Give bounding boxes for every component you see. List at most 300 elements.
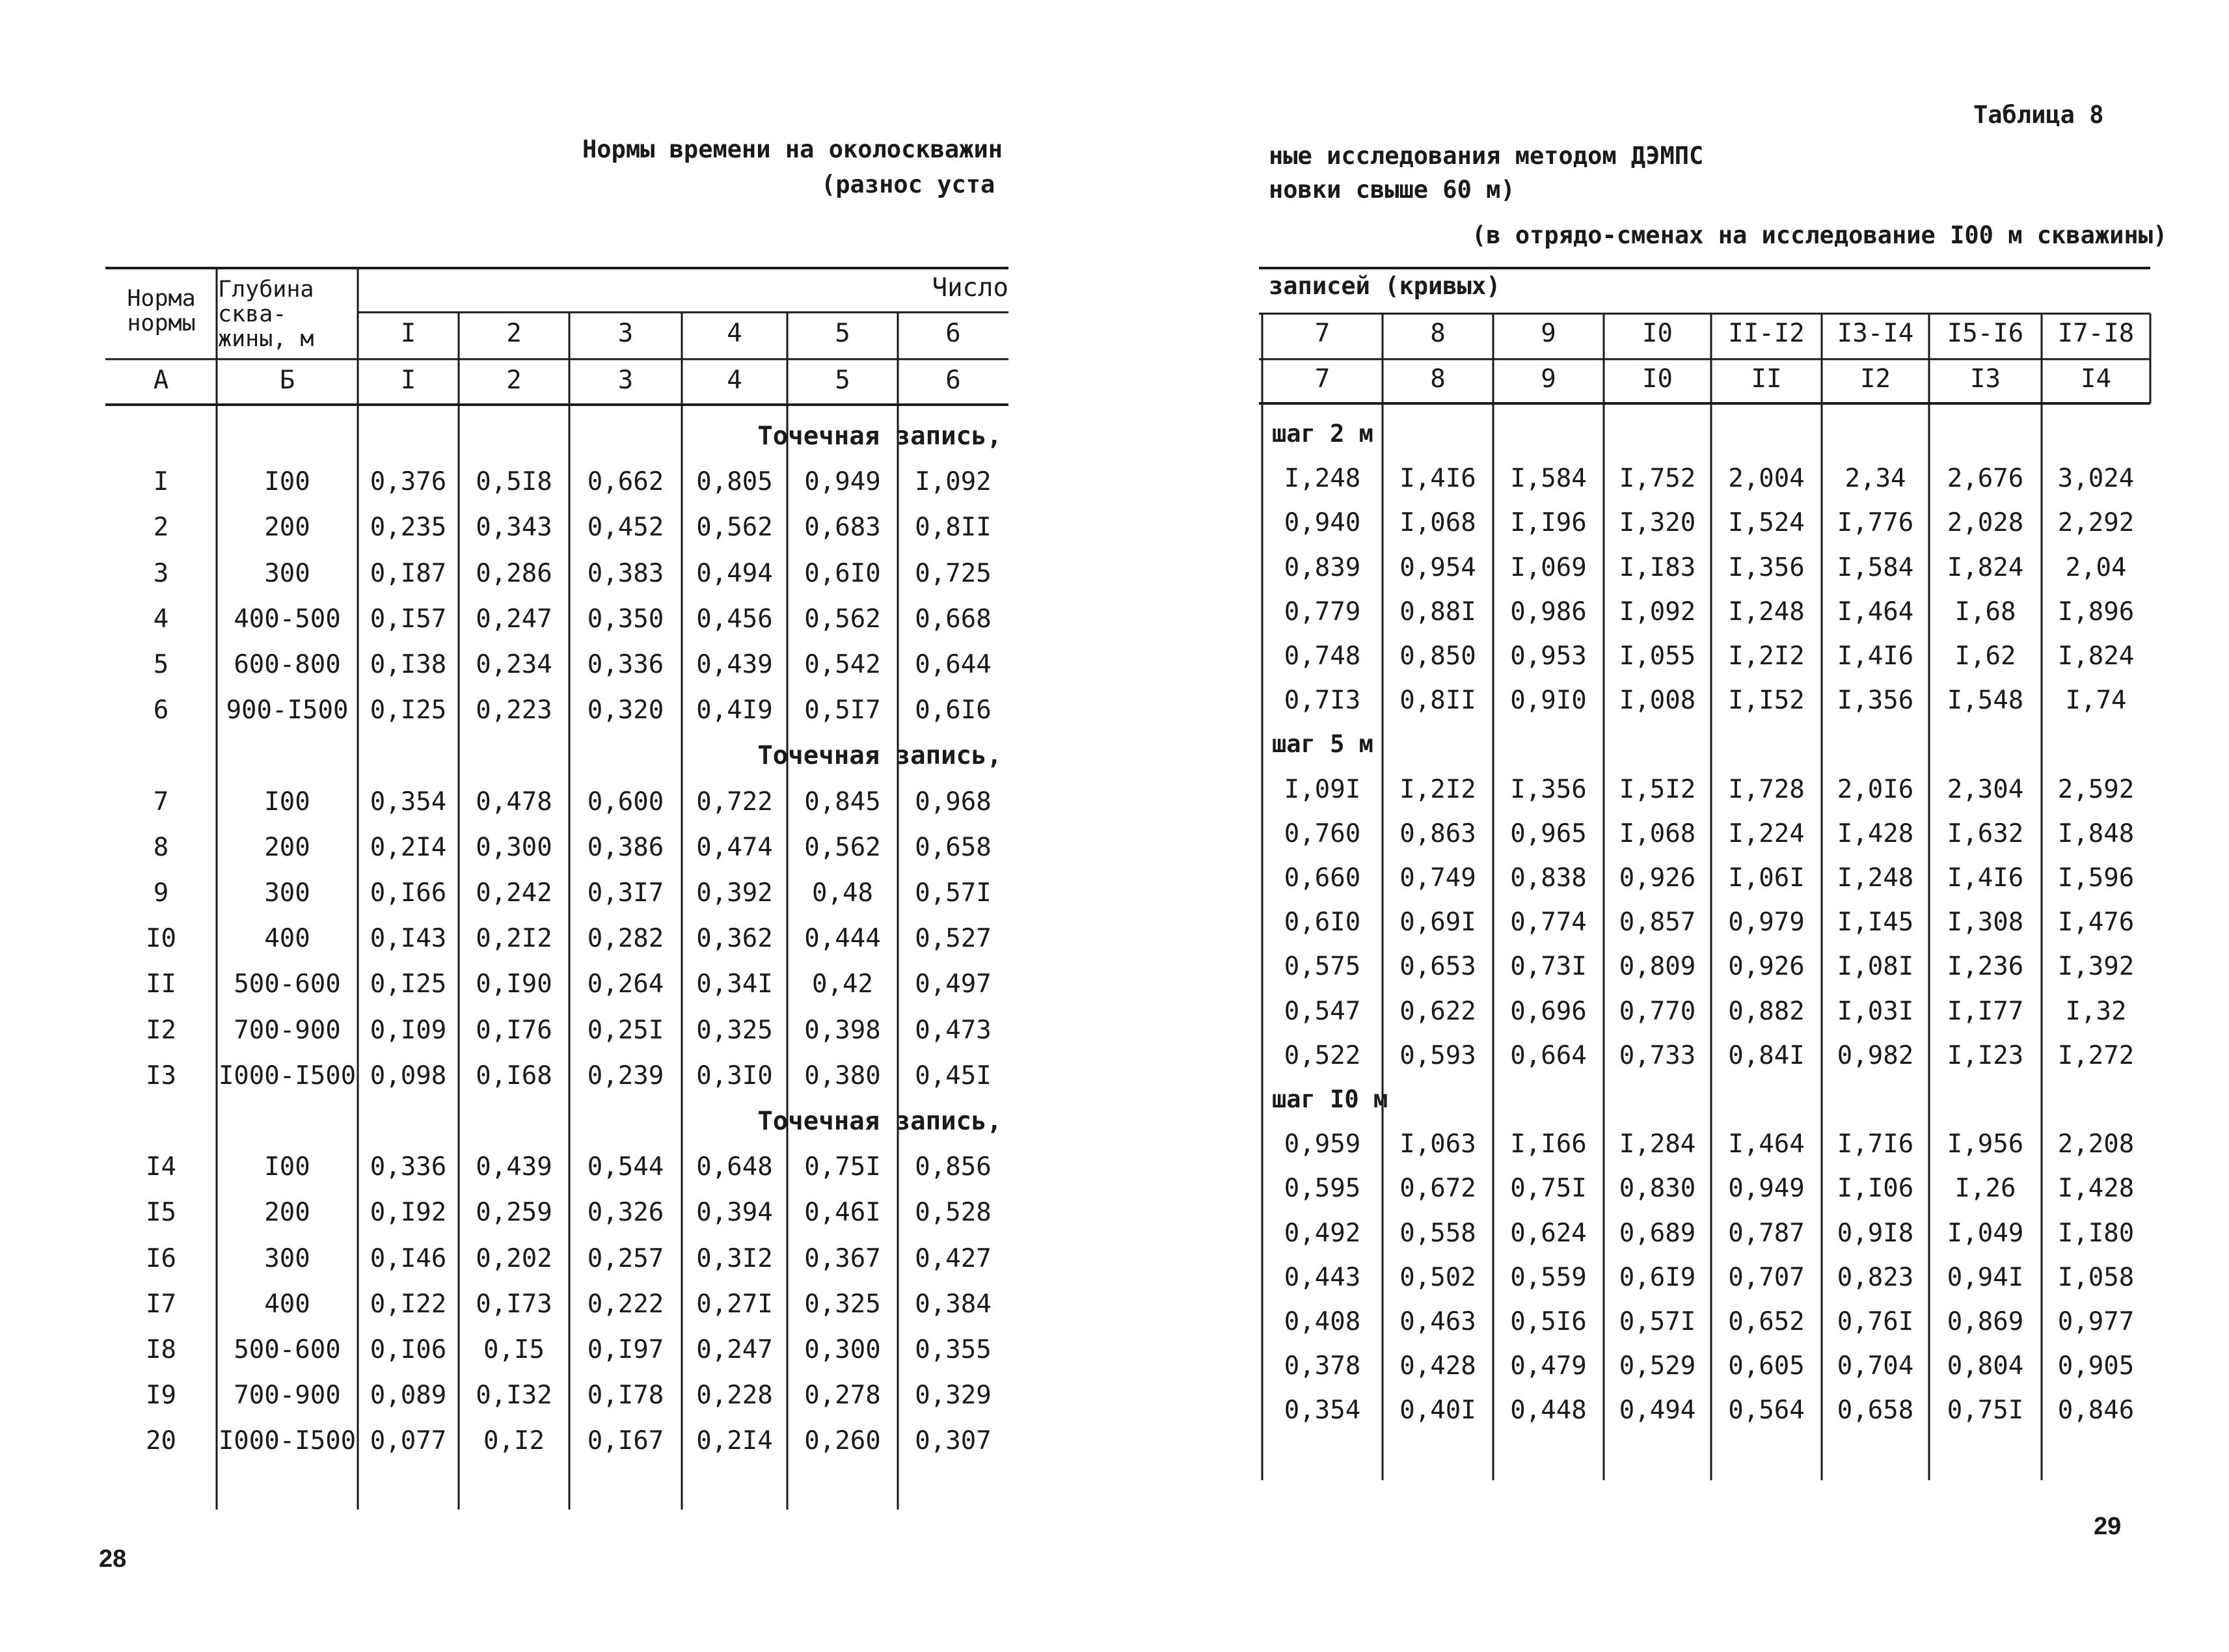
index-col-15: I3 bbox=[1970, 364, 2001, 394]
time-value: 0,544 bbox=[587, 1152, 664, 1182]
time-value: I,428 bbox=[2057, 1174, 2135, 1204]
time-value: 0,683 bbox=[804, 513, 881, 543]
time-value: 0,2I4 bbox=[370, 832, 447, 862]
right-page-number: 29 bbox=[2094, 1513, 2122, 1540]
time-value: 0,760 bbox=[1284, 819, 1361, 848]
time-value: 0,7I3 bbox=[1284, 686, 1361, 716]
header-group-count: Число bbox=[932, 273, 1008, 303]
time-value: 0,I32 bbox=[476, 1381, 552, 1411]
time-value: 0,336 bbox=[587, 650, 664, 679]
time-value: 0,479 bbox=[1510, 1351, 1587, 1381]
time-value: 0,452 bbox=[587, 513, 664, 543]
left-page-number: 28 bbox=[99, 1545, 127, 1573]
time-value: 0,605 bbox=[1728, 1351, 1805, 1381]
time-value: 0,5I6 bbox=[1510, 1307, 1587, 1336]
well-depth: 300 bbox=[264, 1243, 310, 1273]
time-value: 0,644 bbox=[915, 650, 992, 679]
time-value: 0,I67 bbox=[587, 1426, 664, 1456]
time-value: 0,953 bbox=[1510, 642, 1587, 671]
time-value: I,356 bbox=[1728, 552, 1805, 582]
time-value: 0,787 bbox=[1728, 1218, 1805, 1248]
time-value: 2,304 bbox=[1947, 774, 2024, 804]
time-value: 0,528 bbox=[915, 1198, 992, 1228]
index-col-9: 7 bbox=[1314, 364, 1331, 394]
well-depth: 900-I500 bbox=[226, 696, 349, 725]
time-value: 0,I06 bbox=[370, 1335, 447, 1364]
time-value: 0,336 bbox=[370, 1152, 447, 1182]
well-depth: 700-900 bbox=[234, 1015, 341, 1045]
norm-number: I8 bbox=[146, 1335, 176, 1364]
time-value: 0,439 bbox=[476, 1152, 552, 1182]
time-value: I,356 bbox=[1510, 774, 1587, 804]
time-value: I,03I bbox=[1837, 996, 1914, 1026]
time-value: 0,282 bbox=[587, 924, 664, 954]
subheader-col-1: I bbox=[400, 319, 416, 348]
time-value: 0,354 bbox=[370, 787, 447, 817]
time-value: 0,6I0 bbox=[1284, 908, 1361, 938]
time-value: 0,I46 bbox=[370, 1243, 447, 1273]
time-value: I,476 bbox=[2057, 908, 2135, 938]
time-value: 0,478 bbox=[476, 787, 552, 817]
time-value: 0,I90 bbox=[476, 969, 552, 999]
time-value: 0,558 bbox=[1399, 1218, 1476, 1248]
time-value: I,32 bbox=[2065, 996, 2127, 1026]
index-col-3: I bbox=[400, 366, 416, 395]
table-label: Таблица 8 bbox=[1973, 101, 2104, 129]
time-value: 2,676 bbox=[1947, 464, 2024, 494]
norm-number: 8 bbox=[153, 832, 169, 862]
time-value: 0,I78 bbox=[587, 1381, 664, 1411]
time-value: 0,223 bbox=[476, 696, 552, 725]
time-value: I,584 bbox=[1837, 552, 1914, 582]
well-depth: 200 bbox=[264, 832, 310, 862]
time-value: I,896 bbox=[2057, 597, 2135, 627]
time-value: 0,6I0 bbox=[804, 558, 881, 588]
time-value: 0,325 bbox=[696, 1015, 773, 1045]
time-value: I,752 bbox=[1619, 464, 1696, 494]
time-value: 0,75I bbox=[1510, 1174, 1587, 1204]
time-value: 0,689 bbox=[1619, 1218, 1696, 1248]
time-value: 0,542 bbox=[804, 650, 881, 679]
norm-number: 9 bbox=[153, 878, 169, 908]
right-title-line1: ные исследования методом ДЭМПС bbox=[1269, 142, 1704, 170]
time-value: 0,823 bbox=[1837, 1262, 1914, 1292]
time-value: 0,522 bbox=[1284, 1040, 1361, 1070]
time-value: 0,329 bbox=[915, 1381, 992, 1411]
header-norm-number: Норма нормы bbox=[127, 286, 196, 336]
time-value: 2,004 bbox=[1728, 464, 1805, 494]
time-value: I,055 bbox=[1619, 642, 1696, 671]
subheader-col-8: 8 bbox=[1430, 319, 1446, 348]
time-value: 0,84I bbox=[1728, 1040, 1805, 1070]
step-label: шаг 2 м bbox=[1272, 420, 1373, 448]
time-value: 0,222 bbox=[587, 1289, 664, 1319]
time-value: 0,3I7 bbox=[587, 878, 664, 908]
time-value: 0,926 bbox=[1728, 952, 1805, 982]
time-value: 0,300 bbox=[804, 1335, 881, 1364]
time-value: 0,668 bbox=[915, 604, 992, 634]
norm-number: 7 bbox=[153, 787, 169, 817]
time-value: 0,320 bbox=[587, 696, 664, 725]
time-value: 0,444 bbox=[804, 924, 881, 954]
time-value: I,428 bbox=[1837, 819, 1914, 848]
time-value: 0,846 bbox=[2057, 1396, 2135, 1426]
time-value: 0,733 bbox=[1619, 1040, 1696, 1070]
time-value: 0,474 bbox=[696, 832, 773, 862]
time-value: I,824 bbox=[1947, 552, 2024, 582]
well-depth: 300 bbox=[264, 878, 310, 908]
time-value: 0,278 bbox=[804, 1381, 881, 1411]
well-depth: 400 bbox=[264, 1289, 310, 1319]
norm-number: 5 bbox=[153, 650, 169, 679]
subheader-col-6: 6 bbox=[945, 319, 961, 348]
time-value: I,2I2 bbox=[1399, 774, 1476, 804]
time-value: 0,940 bbox=[1284, 508, 1361, 538]
time-value: I,956 bbox=[1947, 1130, 2024, 1159]
time-value: I,74 bbox=[2065, 686, 2127, 716]
time-value: I,548 bbox=[1947, 686, 2024, 716]
well-depth: I00 bbox=[264, 467, 310, 497]
time-value: I,632 bbox=[1947, 819, 2024, 848]
time-value: 0,463 bbox=[1399, 1307, 1476, 1336]
index-col-1: А bbox=[153, 366, 169, 395]
right-title-line2: новки свыше 60 м) bbox=[1269, 176, 1515, 204]
norm-number: I5 bbox=[146, 1198, 176, 1228]
time-value: 0,392 bbox=[696, 878, 773, 908]
time-value: 0,774 bbox=[1510, 908, 1587, 938]
time-value: 0,239 bbox=[587, 1061, 664, 1090]
time-value: 0,428 bbox=[1399, 1351, 1476, 1381]
norm-number: 3 bbox=[153, 558, 169, 588]
time-value: 0,57I bbox=[1619, 1307, 1696, 1336]
subheader-col-5: 5 bbox=[835, 319, 850, 348]
time-value: I,7I6 bbox=[1837, 1130, 1914, 1159]
time-value: 0,46I bbox=[804, 1198, 881, 1228]
time-value: 0,857 bbox=[1619, 908, 1696, 938]
norm-number: 20 bbox=[146, 1426, 176, 1456]
header-group-records: записей (кривых) bbox=[1269, 272, 1501, 300]
time-value: 0,492 bbox=[1284, 1218, 1361, 1248]
time-value: 0,48 bbox=[812, 878, 873, 908]
time-value: 0,845 bbox=[804, 787, 881, 817]
time-value: 0,949 bbox=[804, 467, 881, 497]
time-value: 0,2I4 bbox=[696, 1426, 773, 1456]
time-value: 0,725 bbox=[915, 558, 992, 588]
time-value: 0,I25 bbox=[370, 696, 447, 725]
time-value: I,09I bbox=[1284, 774, 1361, 804]
time-value: 0,247 bbox=[476, 604, 552, 634]
time-value: 0,979 bbox=[1728, 908, 1805, 938]
time-value: I,824 bbox=[2057, 642, 2135, 671]
time-value: 0,355 bbox=[915, 1335, 992, 1364]
time-value: I,I77 bbox=[1947, 996, 2024, 1026]
time-value: 0,34I bbox=[696, 969, 773, 999]
time-value: 0,982 bbox=[1837, 1040, 1914, 1070]
time-value: 0,2I2 bbox=[476, 924, 552, 954]
time-value: I,092 bbox=[915, 467, 992, 497]
time-value: I,008 bbox=[1619, 686, 1696, 716]
well-depth: 700-900 bbox=[234, 1381, 341, 1411]
time-value: I,728 bbox=[1728, 774, 1805, 804]
time-value: I,068 bbox=[1619, 819, 1696, 848]
time-value: I,248 bbox=[1728, 597, 1805, 627]
time-value: 0,247 bbox=[696, 1335, 773, 1364]
time-value: 0,75I bbox=[804, 1152, 881, 1182]
norm-number: II bbox=[146, 969, 176, 999]
time-value: 0,94I bbox=[1947, 1262, 2024, 1292]
index-col-13: II bbox=[1751, 364, 1782, 394]
time-value: I,I66 bbox=[1510, 1130, 1587, 1159]
time-value: 0,6I9 bbox=[1619, 1262, 1696, 1292]
norm-number: 4 bbox=[153, 604, 169, 634]
time-value: 0,I5 bbox=[483, 1335, 545, 1364]
time-value: 0,I66 bbox=[370, 878, 447, 908]
time-value: I,320 bbox=[1619, 508, 1696, 538]
time-value: I,284 bbox=[1619, 1130, 1696, 1159]
time-value: 0,202 bbox=[476, 1243, 552, 1273]
time-value: 0,I76 bbox=[476, 1015, 552, 1045]
time-value: I,248 bbox=[1837, 863, 1914, 893]
time-value: 0,362 bbox=[696, 924, 773, 954]
time-value: I,I06 bbox=[1837, 1174, 1914, 1204]
time-value: 0,I2 bbox=[483, 1426, 545, 1456]
right-subtitle: (в отрядо-сменах на исследование I00 м скважины) bbox=[1472, 221, 2168, 249]
time-value: I,2I2 bbox=[1728, 642, 1805, 671]
time-value: 0,696 bbox=[1510, 996, 1587, 1026]
norm-number: I bbox=[153, 467, 169, 497]
time-value: I,776 bbox=[1837, 508, 1914, 538]
time-value: 0,722 bbox=[696, 787, 773, 817]
norm-number: 6 bbox=[153, 696, 169, 725]
subheader-col-12: I3-I4 bbox=[1837, 319, 1914, 348]
time-value: 0,325 bbox=[804, 1289, 881, 1319]
time-value: 0,I97 bbox=[587, 1335, 664, 1364]
time-value: 0,562 bbox=[804, 832, 881, 862]
subheader-col-3: 3 bbox=[617, 319, 634, 348]
well-depth: 200 bbox=[264, 1198, 310, 1228]
time-value: 2,028 bbox=[1947, 508, 2024, 538]
time-value: 0,882 bbox=[1728, 996, 1805, 1026]
time-value: 0,367 bbox=[804, 1243, 881, 1273]
time-value: 0,I87 bbox=[370, 558, 447, 588]
time-value: 0,559 bbox=[1510, 1262, 1587, 1292]
time-value: 0,600 bbox=[587, 787, 664, 817]
index-col-10: 8 bbox=[1430, 364, 1446, 394]
time-value: 0,959 bbox=[1284, 1130, 1361, 1159]
time-value: I,392 bbox=[2057, 952, 2135, 982]
time-value: 0,839 bbox=[1284, 552, 1361, 582]
time-value: I,26 bbox=[1954, 1174, 2016, 1204]
time-value: 0,622 bbox=[1399, 996, 1476, 1026]
time-value: I,4I6 bbox=[1947, 863, 2024, 893]
time-value: 0,575 bbox=[1284, 952, 1361, 982]
time-value: 0,850 bbox=[1399, 642, 1476, 671]
time-value: 0,494 bbox=[1619, 1396, 1696, 1426]
time-value: 0,326 bbox=[587, 1198, 664, 1228]
time-value: 0,I25 bbox=[370, 969, 447, 999]
time-value: 0,809 bbox=[1619, 952, 1696, 982]
well-depth: I000-I500 bbox=[218, 1061, 357, 1090]
time-value: 0,658 bbox=[1837, 1396, 1914, 1426]
subheader-col-4: 4 bbox=[727, 319, 742, 348]
time-value: 0,863 bbox=[1399, 819, 1476, 848]
norm-number: I3 bbox=[146, 1061, 176, 1090]
time-value: 0,42 bbox=[812, 969, 873, 999]
time-value: 0,259 bbox=[476, 1198, 552, 1228]
well-depth: 500-600 bbox=[234, 1335, 341, 1364]
well-depth: 400 bbox=[264, 924, 310, 954]
time-value: I,524 bbox=[1728, 508, 1805, 538]
time-value: 0,804 bbox=[1947, 1351, 2024, 1381]
time-value: 0,968 bbox=[915, 787, 992, 817]
time-value: I,464 bbox=[1728, 1130, 1805, 1159]
subheader-col-14: I7-I8 bbox=[2057, 319, 2135, 348]
time-value: 0,494 bbox=[696, 558, 773, 588]
section-label: Точечная запись, bbox=[757, 741, 1002, 771]
time-value: 0,300 bbox=[476, 832, 552, 862]
time-value: I,06I bbox=[1728, 863, 1805, 893]
time-value: 0,228 bbox=[696, 1381, 773, 1411]
time-value: 0,76I bbox=[1837, 1307, 1914, 1336]
time-value: 0,662 bbox=[587, 467, 664, 497]
time-value: 0,235 bbox=[370, 513, 447, 543]
time-value: 0,I57 bbox=[370, 604, 447, 634]
time-value: 0,830 bbox=[1619, 1174, 1696, 1204]
time-value: 0,75I bbox=[1947, 1396, 2024, 1426]
time-value: 0,564 bbox=[1728, 1396, 1805, 1426]
time-value: 0,I73 bbox=[476, 1289, 552, 1319]
time-value: 0,69I bbox=[1399, 908, 1476, 938]
time-value: 0,748 bbox=[1284, 642, 1361, 671]
time-value: 0,25I bbox=[587, 1015, 664, 1045]
norm-number: I0 bbox=[146, 924, 176, 954]
time-value: 0,805 bbox=[696, 467, 773, 497]
time-value: 0,779 bbox=[1284, 597, 1361, 627]
well-depth: 300 bbox=[264, 558, 310, 588]
time-value: 0,954 bbox=[1399, 552, 1476, 582]
time-value: I,236 bbox=[1947, 952, 2024, 982]
time-value: 0,704 bbox=[1837, 1351, 1914, 1381]
index-col-11: 9 bbox=[1541, 364, 1556, 394]
time-value: 0,45I bbox=[915, 1061, 992, 1090]
time-value: 2,592 bbox=[2057, 774, 2135, 804]
time-value: 0,I43 bbox=[370, 924, 447, 954]
time-value: 0,497 bbox=[915, 969, 992, 999]
time-value: 0,264 bbox=[587, 969, 664, 999]
time-value: 0,380 bbox=[804, 1061, 881, 1090]
norm-number: I9 bbox=[146, 1381, 176, 1411]
time-value: 0,9I0 bbox=[1510, 686, 1587, 716]
time-value: I,I80 bbox=[2057, 1218, 2135, 1248]
time-value: 0,427 bbox=[915, 1243, 992, 1273]
time-value: 0,077 bbox=[370, 1426, 447, 1456]
time-value: 2,04 bbox=[2065, 552, 2127, 582]
time-value: 0,593 bbox=[1399, 1040, 1476, 1070]
index-col-4: 2 bbox=[506, 366, 522, 395]
time-value: 3,024 bbox=[2057, 464, 2135, 494]
well-depth: 400-500 bbox=[234, 604, 341, 634]
time-value: 0,658 bbox=[915, 832, 992, 862]
time-value: 0,648 bbox=[696, 1152, 773, 1182]
time-value: I,596 bbox=[2057, 863, 2135, 893]
time-value: 0,456 bbox=[696, 604, 773, 634]
time-value: I,I52 bbox=[1728, 686, 1805, 716]
time-value: 0,I09 bbox=[370, 1015, 447, 1045]
time-value: I,62 bbox=[1954, 642, 2016, 671]
time-value: 0,664 bbox=[1510, 1040, 1587, 1070]
subheader-col-10: I0 bbox=[1642, 319, 1673, 348]
time-value: 0,3I0 bbox=[696, 1061, 773, 1090]
index-col-16: I4 bbox=[2081, 364, 2111, 394]
norm-number: I6 bbox=[146, 1243, 176, 1273]
time-value: 0,856 bbox=[915, 1152, 992, 1182]
time-value: 0,376 bbox=[370, 467, 447, 497]
time-value: 0,529 bbox=[1619, 1351, 1696, 1381]
time-value: 0,408 bbox=[1284, 1307, 1361, 1336]
subheader-col-9: 9 bbox=[1541, 319, 1556, 348]
time-value: 0,398 bbox=[804, 1015, 881, 1045]
time-value: I,464 bbox=[1837, 597, 1914, 627]
index-col-5: 3 bbox=[617, 366, 634, 395]
time-value: 0,905 bbox=[2057, 1351, 2135, 1381]
time-value: 0,383 bbox=[587, 558, 664, 588]
norm-number: 2 bbox=[153, 513, 169, 543]
well-depth: I000-I500 bbox=[218, 1426, 357, 1456]
time-value: I,092 bbox=[1619, 597, 1696, 627]
time-value: I,068 bbox=[1399, 508, 1476, 538]
time-value: 0,473 bbox=[915, 1015, 992, 1045]
time-value: 0,749 bbox=[1399, 863, 1476, 893]
time-value: 2,208 bbox=[2057, 1130, 2135, 1159]
time-value: 2,292 bbox=[2057, 508, 2135, 538]
time-value: 2,34 bbox=[1844, 464, 1906, 494]
time-value: 0,257 bbox=[587, 1243, 664, 1273]
subheader-col-7: 7 bbox=[1314, 319, 1331, 348]
index-col-6: 4 bbox=[727, 366, 742, 395]
time-value: 0,652 bbox=[1728, 1307, 1805, 1336]
time-value: 0,595 bbox=[1284, 1174, 1361, 1204]
time-value: 0,707 bbox=[1728, 1262, 1805, 1292]
time-value: I,308 bbox=[1947, 908, 2024, 938]
time-value: 0,5I8 bbox=[476, 467, 552, 497]
well-depth: 200 bbox=[264, 513, 310, 543]
time-value: 0,660 bbox=[1284, 863, 1361, 893]
time-value: 0,57I bbox=[915, 878, 992, 908]
well-depth: 500-600 bbox=[234, 969, 341, 999]
time-value: 0,I38 bbox=[370, 650, 447, 679]
time-value: 0,88I bbox=[1399, 597, 1476, 627]
time-value: 0,098 bbox=[370, 1061, 447, 1090]
time-value: I,08I bbox=[1837, 952, 1914, 982]
time-value: I,049 bbox=[1947, 1218, 2024, 1248]
subheader-col-13: I5-I6 bbox=[1947, 319, 2024, 348]
time-value: 0,73I bbox=[1510, 952, 1587, 982]
time-value: 0,869 bbox=[1947, 1307, 2024, 1336]
time-value: 0,I22 bbox=[370, 1289, 447, 1319]
time-value: 0,394 bbox=[696, 1198, 773, 1228]
time-value: 0,624 bbox=[1510, 1218, 1587, 1248]
time-value: I,058 bbox=[2057, 1262, 2135, 1292]
time-value: I,5I2 bbox=[1619, 774, 1696, 804]
section-label: Точечная запись, bbox=[757, 1107, 1002, 1136]
time-value: 0,286 bbox=[476, 558, 552, 588]
norm-number: I2 bbox=[146, 1015, 176, 1045]
time-value: I,I45 bbox=[1837, 908, 1914, 938]
time-value: 0,4I9 bbox=[696, 696, 773, 725]
time-value: 0,926 bbox=[1619, 863, 1696, 893]
time-value: 0,378 bbox=[1284, 1351, 1361, 1381]
time-value: 0,527 bbox=[915, 924, 992, 954]
